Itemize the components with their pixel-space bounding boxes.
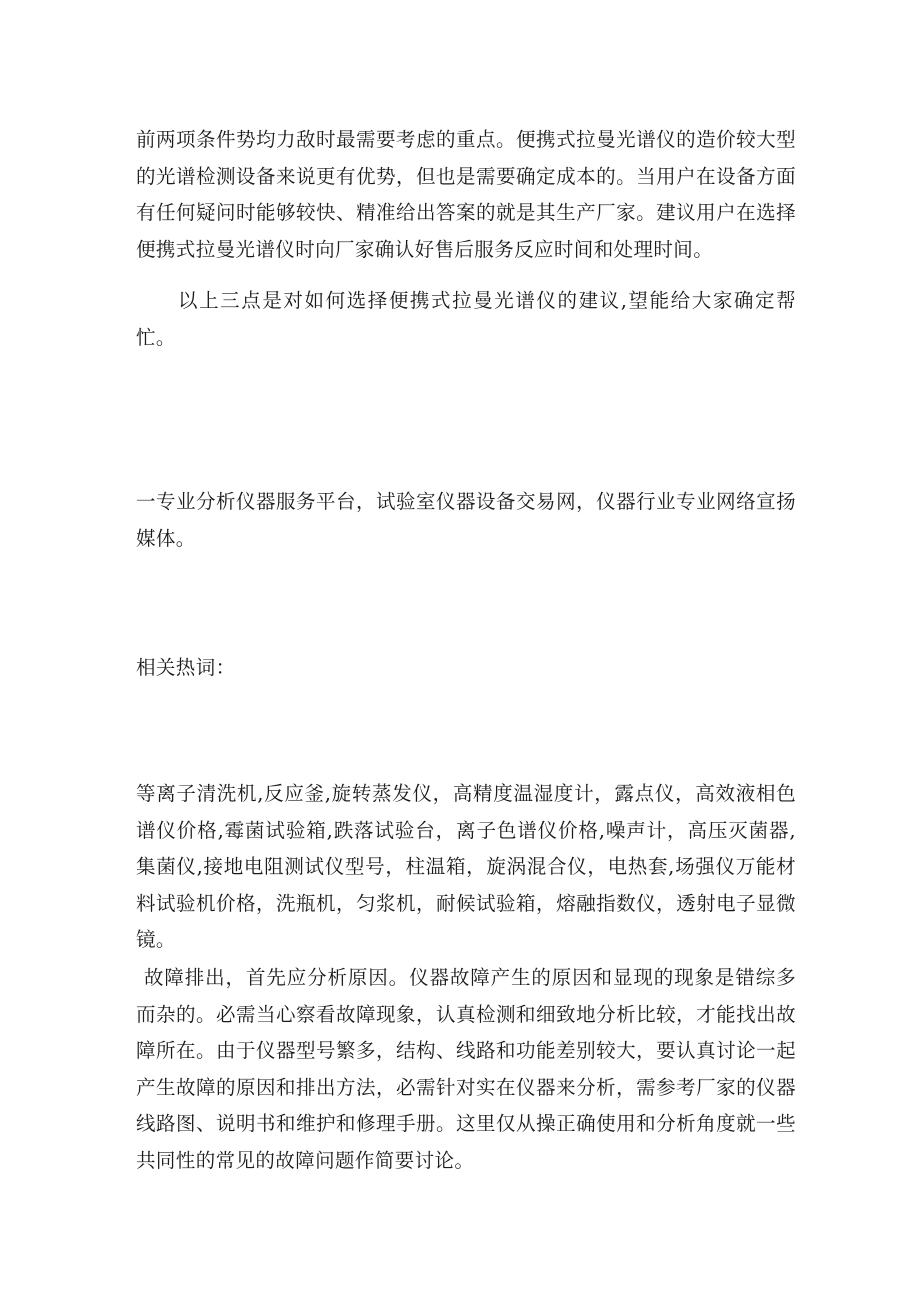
paragraph-cost-and-service: 前两项条件势均力敌时最需要考虑的重点。便携式拉曼光谱仪的造价较大型的光谱检测设备来说更有优势，但也是需要确定成本的。当用户在设备方面有任何疑问时能够较快、精准给出答案的就是其生产厂家。建议用户在选择便携式拉曼光谱仪时向厂家确认好售后服务反应时间和处理时间。 xyxy=(136,128,796,261)
paragraph-platform-intro: 一专业分析仪器服务平台，试验室仪器设备交易网，仪器行业专业网络宣扬媒体。 xyxy=(136,490,796,550)
paragraph-summary: 以上三点是对如何选择便携式拉曼光谱仪的建议,望能给大家确定帮忙。 xyxy=(136,289,796,349)
related-keywords-list: 等离子清洗机,反应釜,旋转蒸发仪，高精度温湿度计，露点仪，高效液相色谱仪价格,霉菌试验箱,跌落试验台，离子色谱仪价格,噪声计，高压灭菌器,集菌仪,接地电阻测试仪型号，柱温箱，旋涡混合仪，电热套,场强仪万能材料试验机价格，洗瓶机，匀浆机，耐候试验箱，熔融指数仪，透射电子显微镜。 xyxy=(136,782,796,951)
paragraph-troubleshooting: 故障排出，首先应分析原因。仪器故障产生的原因和显现的现象是错综多而杂的。必需当心察看故障现象，认真检测和细致地分析比较，才能找出故障所在。由于仪器型号繁多，结构、线路和功能差别较大，要认真讨论一起产生故障的原因和排出方法，必需针对实在仪器来分析，需参考厂家的仪器线路图、说明书和维护和修理手册。这里仅从操正确使用和分析角度就一些共同性的常见的故障问题作简要讨论。 xyxy=(136,966,796,1172)
related-keywords-heading: 相关热词： xyxy=(136,656,236,679)
